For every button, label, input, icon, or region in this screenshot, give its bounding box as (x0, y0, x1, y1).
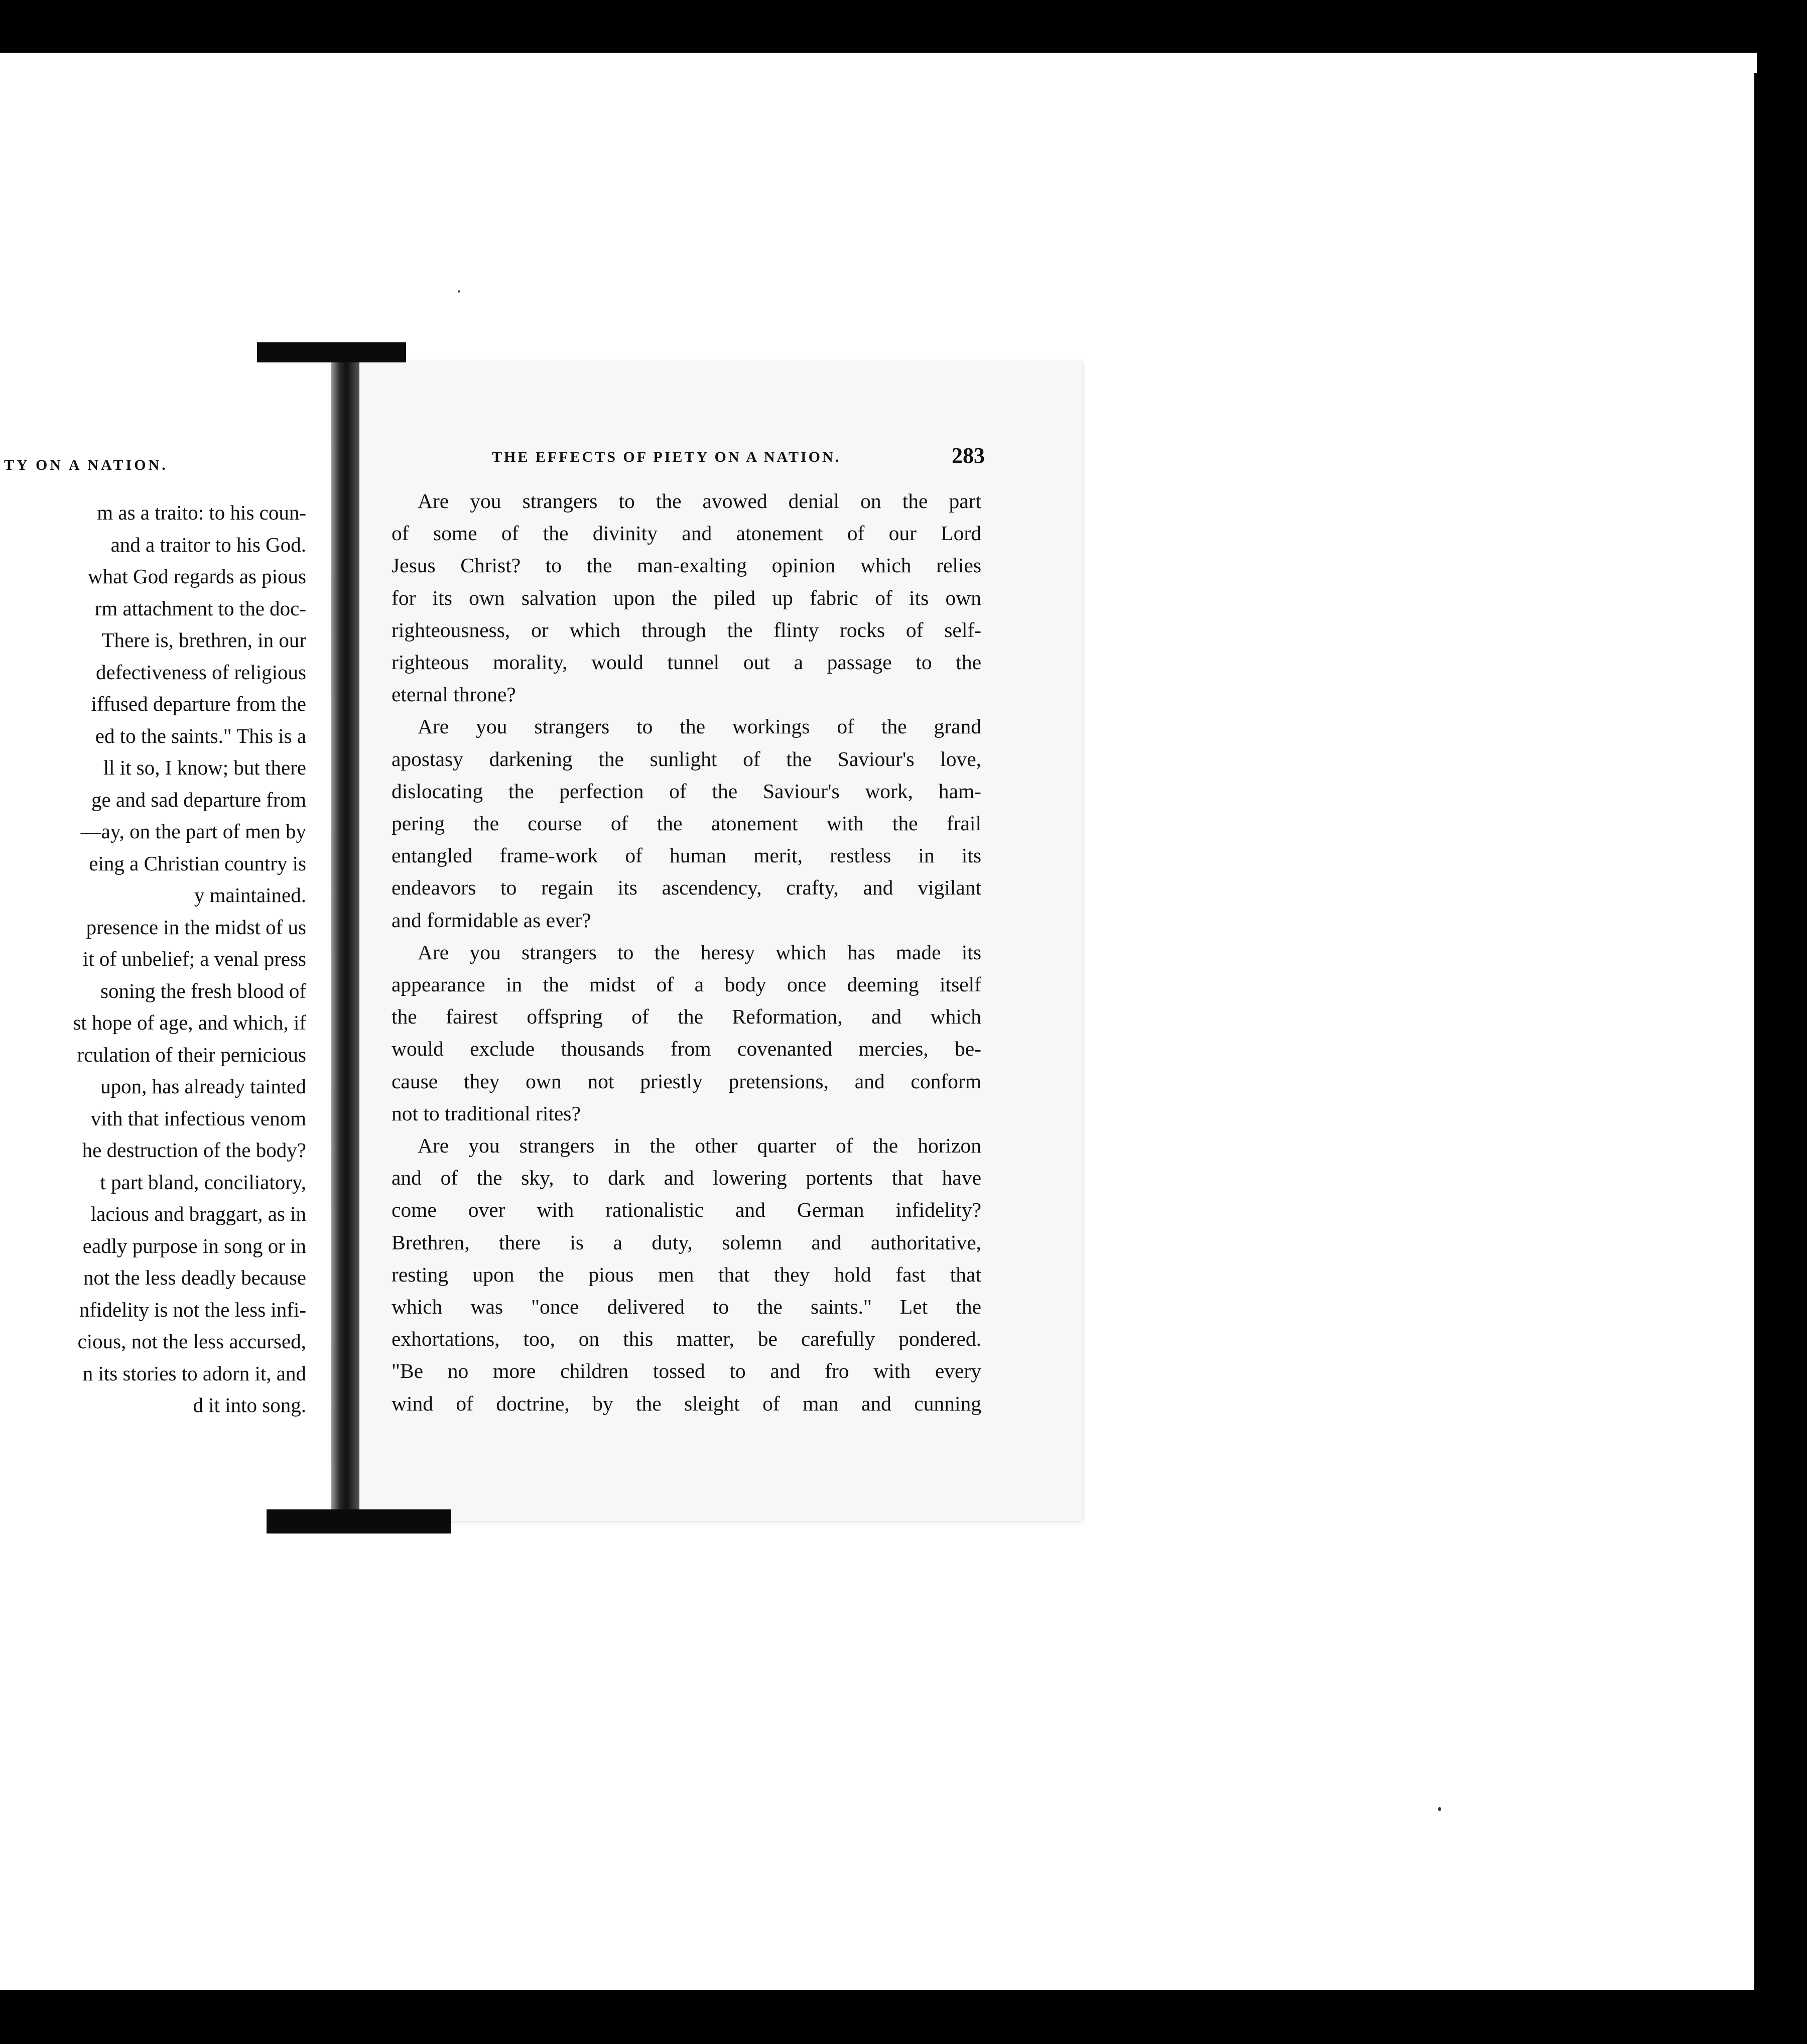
text-line: and formidable as ever? (392, 908, 591, 932)
text-line: iffused departure from the (91, 692, 306, 715)
text-line: he destruction of the body? (82, 1138, 306, 1162)
right-page (386, 437, 985, 1415)
text-line: what God regards as pious (88, 565, 306, 588)
text-line: rm attachment to the doc- (94, 596, 306, 620)
text-line: ge and sad departure from (91, 788, 306, 811)
text-line: endeavors to regain its ascendency, crafty, and vigilant (392, 876, 981, 900)
text-line: apostasy darkening the sunlight of the Saviour's love, (392, 747, 981, 771)
text-line: and of the sky, to dark and lowering portents that have (392, 1166, 981, 1190)
text-line: eing a Christian country is (89, 851, 306, 875)
text-line: st hope of age, and which, if (73, 1011, 306, 1034)
text-line: soning the fresh blood of (100, 979, 306, 1002)
text-line: would exclude thousands from covenanted mercies, be- (392, 1037, 981, 1061)
text-line: resting upon the pious men that they hold fast that (392, 1262, 981, 1286)
text-line: which was "once delivered to the saints." Let the (392, 1295, 981, 1319)
text-line: rculation of their pernicious (77, 1043, 306, 1066)
paragraph-start-line: Are you strangers to the avowed denial on the part (418, 489, 981, 513)
left-page-text (0, 497, 306, 1422)
text-line: entangled frame-work of human merit, restless in its (392, 844, 981, 867)
left-page (0, 442, 321, 1471)
text-line: wind of doctrine, by the sleight of man and cunning (392, 1391, 981, 1415)
text-line: pering the course of the atonement with the frail (392, 812, 981, 835)
page-number: 283 (952, 443, 985, 468)
clip-bar-bottom (267, 1509, 451, 1534)
text-line: righteousness, or which through the flinty rocks of self- (392, 618, 981, 642)
text-line: upon, has already tainted (100, 1075, 306, 1098)
scan-border-right (1754, 0, 1807, 2044)
scan-border-bottom (0, 1990, 1807, 2044)
text-line: presence in the midst of us (86, 915, 306, 939)
text-line: y maintained. (194, 883, 306, 907)
paragraph-start-line: Are you strangers to the heresy which has made its (418, 940, 981, 964)
text-line: not to traditional rites? (392, 1101, 581, 1125)
text-line: Jesus Christ? to the man-exalting opinion which relies (392, 554, 981, 577)
text-line: exhortations, too, on this matter, be carefully pondered. (392, 1327, 981, 1351)
text-line: Brethren, there is a duty, solemn and authoritative, (392, 1230, 981, 1254)
text-line: m as a traito: to his coun- (97, 501, 306, 524)
text-line: eadly purpose in song or in (82, 1234, 306, 1257)
text-line: "Be no more children tossed to and fro with every (392, 1359, 981, 1383)
scan-speck (1438, 1807, 1441, 1811)
text-line: for its own salvation upon the piled up fabric of its own (392, 586, 981, 609)
text-line: appearance in the midst of a body once deeming itself (392, 973, 981, 996)
right-page-text (392, 485, 981, 1420)
text-line: n its stories to adorn it, and (82, 1361, 306, 1385)
text-line: ed to the saints." This is a (95, 724, 306, 747)
paragraph-start-line: Are you strangers in the other quarter of the horizon (418, 1134, 981, 1158)
text-line: not the less deadly because (83, 1266, 306, 1289)
text-line: the fairest offspring of the Reformation, and which (392, 1005, 981, 1029)
left-running-head: TY ON A NATION. (4, 457, 168, 473)
text-line: There is, brethren, in our (101, 628, 306, 652)
text-line: it of unbelief; a venal press (82, 947, 306, 970)
running-header (386, 437, 985, 477)
running-title: THE EFFECTS OF PIETY ON A NATION. (492, 449, 841, 465)
text-line: d it into song. (193, 1393, 306, 1417)
scan-corner (1737, 53, 1757, 73)
text-line: ll it so, I know; but there (103, 756, 306, 779)
text-line: cause they own not priestly pretensions, and conform (392, 1069, 981, 1093)
paragraph-start-line: Are you strangers to the workings of the grand (418, 715, 981, 738)
book-spine-clip (331, 357, 359, 1512)
text-line: eternal throne? (392, 683, 516, 706)
text-line: and a traitor to his God. (110, 533, 306, 556)
clip-bar-top (257, 342, 406, 362)
text-line: righteous morality, would tunnel out a passage to the (392, 651, 981, 674)
text-line: lacious and braggart, as in (90, 1202, 306, 1225)
text-line: defectiveness of religious (96, 660, 306, 684)
scan-speck (458, 290, 460, 293)
text-line: t part bland, conciliatory, (100, 1170, 306, 1194)
text-line: nfidelity is not the less infi- (79, 1298, 306, 1321)
text-line: dislocating the perfection of the Saviour's work, ham- (392, 779, 981, 803)
text-line: of some of the divinity and atonement of our Lord (392, 522, 981, 545)
text-line: come over with rationalistic and German infidelity? (392, 1198, 981, 1222)
text-line: cious, not the less accursed, (77, 1330, 306, 1353)
scan-border-top (0, 0, 1807, 53)
text-line: —ay, on the part of men by (80, 820, 306, 843)
text-line: vith that infectious venom (90, 1106, 306, 1130)
